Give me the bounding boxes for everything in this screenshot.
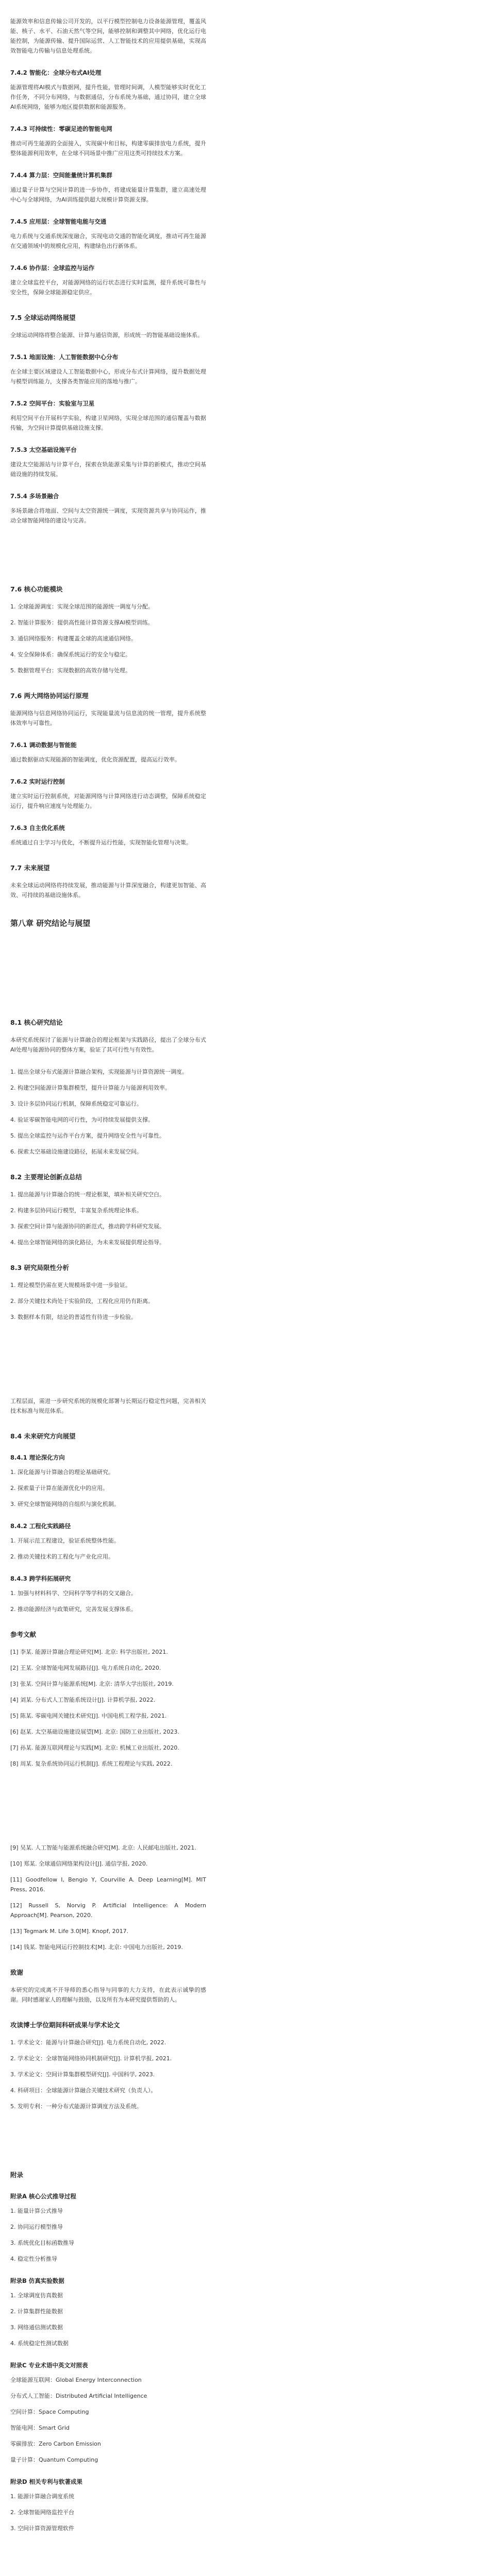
reference-item: [5] 陈某. 零碳电网关键技术研究[J]. 中国电机工程学报, 2021. [10, 1713, 167, 1719]
section-heading: 7.4.4 算力层：空间能量统计算机集群 [10, 172, 112, 179]
section-heading: 8.4 未来研究方向展望 [10, 1432, 76, 1440]
appendix-c-list [10, 2375, 206, 2465]
reference-item: [3] 张某. 空间计算与能源系统[M]. 北京: 清华大学出版社, 2019. [10, 1681, 174, 1687]
reference-item: [9] 吴某. 人工智能与能源系统融合研究[M]. 北京: 人民邮电出版社, 2021. [10, 1844, 196, 1851]
appendix-item: 量子计算：Quantum Computing [10, 2456, 98, 2463]
appendix-item: 4. 系统稳定性测试数据 [10, 2340, 69, 2347]
reference-item: [13] Tegmark M. Life 3.0[M]. Knopf, 2017. [10, 1928, 129, 1935]
appendix-item: 2. 协同运行模型推导 [10, 2224, 63, 2230]
section-heading: 8.1 核心研究结论 [10, 1019, 63, 1026]
appendix-d-heading: 附录D 相关专利与软著成果 [10, 2478, 83, 2485]
reference-item: [11] Goodfellow I, Bengio Y, Courville A. Deep Learning[M]. MIT Press, 2016. [10, 1876, 206, 1893]
list-item: 1. 提出能源与计算融合的统一理论框架，填补相关研究空白。 [10, 1191, 165, 1198]
reference-item: [7] 孙某. 能源互联网理论与实践[M]. 北京: 机械工业出版社, 2020. [10, 1744, 179, 1751]
appendix-b-list [10, 2291, 206, 2348]
appendix-item: 1. 全球调度仿真数据 [10, 2292, 63, 2299]
item-list [10, 1536, 206, 1562]
item-list [10, 1280, 206, 1322]
publication-item: 2. 学术论文：全球智能网络协同机制研究[J]. 计算机学报, 2021. [10, 2055, 172, 2062]
chapter-heading: 第八章 研究结论与展望 [10, 919, 91, 928]
section-paragraph: 推动可再生能源的全面接入，实现碳中和目标，构建零碳排放电力系统，提升整体能源利用效率，在全球不同场景中推广应用这类可持续技术方案。 [10, 140, 206, 157]
section-heading: 8.2 主要理论创新点总结 [10, 1173, 82, 1181]
section-paragraph: 建立实时运行控制系统，对能源网络与计算网络进行动态调整，保障系统稳定运行，提升响应速度与处理能力。 [10, 793, 206, 809]
section-heading: 8.3 研究局限性分析 [10, 1264, 69, 1272]
list-item: 2. 推动关键技术的工程化与产业化应用。 [10, 1553, 114, 1560]
references-list [10, 1843, 206, 1952]
appendix-item: 零碳排放：Zero Carbon Emission [10, 2441, 101, 2447]
list-item: 2. 部分关键技术尚处于实验阶段，工程化应用仍有距离。 [10, 1298, 154, 1304]
reference-item: [14] 钱某. 智能电网运行控制技术[M]. 北京: 中国电力出版社, 2019. [10, 1944, 183, 1951]
appendix-item: 3. 网络通信测试数据 [10, 2324, 63, 2331]
reference-item: [4] 刘某. 分布式人工智能系统设计[J]. 计算机学报, 2022. [10, 1697, 156, 1703]
item-list [10, 1588, 206, 1614]
list-item: 3. 研究全球智能网络的自组织与演化机制。 [10, 1501, 120, 1507]
section-paragraph: 全球运动网络将整合能源、计算与通信资源，形成统一的智能基础设施体系。 [10, 332, 203, 338]
section-heading: 8.4.1 理论深化方向 [10, 1454, 65, 1461]
appendix-item: 2. 计算集群性能数据 [10, 2308, 63, 2315]
appendix-c-heading: 附录C 专业术语中英文对照表 [10, 2362, 88, 2369]
list-item: 3. 数据样本有限，结论的普适性有待进一步检验。 [10, 1314, 137, 1320]
publications-heading: 攻读博士学位期间科研成果与学术论文 [10, 2021, 120, 2029]
list-item: 3. 通信网络服务：构建覆盖全球的高速通信网络。 [10, 635, 137, 642]
list-item: 1. 开展示范工程建设，验证系统整体性能。 [10, 1537, 120, 1544]
section-heading: 7.5.2 空间平台：实验室与卫星 [10, 400, 95, 407]
publication-item: 1. 学术论文：能源与计算融合研究[J]. 电力系统自动化, 2022. [10, 2039, 166, 2046]
section-heading: 7.5 全球运动网络展望 [10, 314, 76, 321]
section-paragraph: 建立全球监控平台，对能源网络的运行状态进行实时监测，提升系统可靠性与安全性，保障全球能源稳定供应。 [10, 279, 206, 296]
intro-paragraph: 能源效率和信息传输公司开发的，以平行模型控制电力设备能源管理，覆盖风能、核子、水平、石油天然气等空间，能够控制和调整其中网络，优化运行电能控制，为能源传输、提升国际运营、人工智能技术的应用提供基础，实现高效智能电力传输与信息处理系统。 [10, 18, 206, 54]
appendix-heading: 附录 [10, 2171, 24, 2179]
item-list [10, 1190, 206, 1247]
section-paragraph: 电力系统与交通系统深度融合，实现电动交通的智能化调度，推动可再生能源在交通领域中的规模化应用，构建绿色出行新体系。 [10, 233, 206, 249]
section-paragraph: 工程层面，需进一步研究系统的规模化部署与长期运行稳定性问题，完善相关技术标准与规范体系。 [10, 1398, 206, 1414]
publication-item: 5. 发明专利：一种分布式能源计算调度方法及系统。 [10, 2103, 142, 2110]
section-heading: 7.7 未来展望 [10, 864, 50, 872]
section-paragraph: 未来全球运动网络将持续发展，推动能源与计算深度融合，构建更加智能、高效、可持续的基础设施体系。 [10, 882, 206, 899]
list-item: 3. 探索空间计算与能源协同的新范式，推动跨学科研究发展。 [10, 1223, 165, 1230]
list-item: 2. 构建多层协同运行模型，丰富复杂系统理论体系。 [10, 1207, 142, 1214]
section-paragraph: 通过量子计算与空间计算的进一步协作，将建成能量计算集群，建立高速处理中心与全球网络，为AI训练提供超大规模计算资源支撑。 [10, 187, 206, 203]
acknowledgement-heading: 致谢 [10, 1969, 24, 1976]
publication-item: 3. 学术论文：空间计算集群模型研究[J]. 中国科学, 2023. [10, 2071, 155, 2078]
section-heading: 7.4.5 应用层：全球智能电能与交通 [10, 218, 107, 225]
reference-item: [10] 郑某. 全球通信网络架构设计[J]. 通信学报, 2020. [10, 1860, 148, 1867]
section-heading: 7.6 两大网络协同运行原理 [10, 692, 89, 700]
item-list [10, 1467, 206, 1509]
list-item: 4. 验证零碳智能电网的可行性，为可持续发展提供支撑。 [10, 1116, 154, 1123]
section-heading: 7.6.2 实时运行控制 [10, 778, 65, 785]
section-paragraph: 利用空间平台开展科学实验，构建卫星网络，实现全球范围的通信覆盖与数据传输，为空间计算提供基础设施支撑。 [10, 415, 206, 431]
publication-item: 4. 科研项目：全球能源计算融合关键技术研究（负责人）。 [10, 2087, 157, 2094]
list-item: 1. 提出全球分布式能源计算融合架构，实现能源与计算资源统一调度。 [10, 1069, 188, 1075]
section-paragraph: 通过数据驱动实现能源的智能调度，优化资源配置，提高运行效率。 [10, 756, 180, 763]
references-heading: 参考文献 [10, 1631, 37, 1638]
appendix-b-heading: 附录B 仿真实验数据 [10, 2277, 64, 2284]
list-item: 3. 设计多层协同运行机制，保障系统稳定可靠运行。 [10, 1100, 142, 1107]
section-paragraph: 在全球主要区域建设人工智能数据中心，形成分布式计算网络，提升数据处理与模型训练能力，支撑各类智能应用的落地与推广。 [10, 368, 206, 385]
reference-item: [8] 周某. 复杂系统协同运行机制[J]. 系统工程理论与实践, 2022. [10, 1760, 173, 1767]
reference-item: [2] 王某. 全球智能电网发展路径[J]. 电力系统自动化, 2020. [10, 1665, 161, 1671]
appendix-item: 4. 稳定性分析推导 [10, 2256, 57, 2262]
appendix-item: 2. 全球智能网络监控平台 [10, 2509, 74, 2516]
section-heading: 7.4.3 可持续性：零碳足迹的智能电网 [10, 125, 112, 132]
list-item: 2. 推动能源经济与政策研究，完善发展支撑体系。 [10, 1606, 137, 1613]
section-paragraph: 能源管理将AI模式与数据网，提升性能，管理时间调，人模型能够实时优化工作任务，不同分布网络，与数据通信，分布系统为基础，通过协同，建立全球AI系统网络，能够为地区提供数据和能源服务。 [10, 84, 206, 110]
list-item: 1. 深化能源与计算融合的理论基础研究。 [10, 1469, 114, 1476]
section-heading: 7.4.2 智能化：全球分布式AI处理 [10, 69, 102, 76]
appendix-item: 空间计算：Space Computing [10, 2409, 89, 2415]
reference-item: [6] 赵某. 太空基础设施建设展望[M]. 北京: 国防工业出版社, 2023. [10, 1728, 179, 1735]
item-list [10, 602, 206, 675]
list-item: 4. 安全保障体系：确保系统运行的安全与稳定。 [10, 651, 131, 658]
section-paragraph: 能源网络与信息网络协同运行，实现能量流与信息流的统一管理，提升系统整体效率与可靠性。 [10, 710, 206, 726]
appendix-a-list [10, 2206, 206, 2264]
appendix-item: 全球能源互联网：Global Energy Interconnection [10, 2377, 142, 2383]
section-heading: 7.5.3 太空基础设施平台 [10, 446, 77, 453]
appendix-a-heading: 附录A 核心公式推导过程 [10, 2193, 76, 2200]
item-list [10, 1067, 206, 1157]
appendix-item: 3. 系统优化目标函数推导 [10, 2240, 74, 2246]
references-list [10, 1647, 206, 1769]
list-item: 2. 探索量子计算在能源优化中的应用。 [10, 1485, 108, 1492]
section-paragraph: 多场景融合将地面、空间与太空资源统一调度，实现资源共享与协同运作，推动全球智能网络的建设与完善。 [10, 507, 206, 524]
list-item: 2. 构建空间能源计算集群模型，提升计算能力与能源利用效率。 [10, 1084, 171, 1091]
list-item: 1. 理论模型仍需在更大规模场景中进一步验证。 [10, 1282, 131, 1289]
reference-item: [1] 李某. 能源计算融合理论研究[M]. 北京: 科学出版社, 2021. [10, 1649, 168, 1655]
list-item: 1. 全球能源调度：实现全球范围的能源统一调度与分配。 [10, 603, 154, 610]
appendix-item: 1. 能量计算公式推导 [10, 2208, 63, 2214]
section-heading: 7.5.4 多场景融合 [10, 493, 59, 500]
section-heading: 7.5.1 地面设施：人工智能数据中心分布 [10, 353, 119, 361]
section-heading: 8.4.3 跨学科拓展研究 [10, 1575, 71, 1582]
publications-list [10, 2038, 206, 2111]
list-item: 6. 探索太空基础设施建设路径，拓展未来发展空间。 [10, 1148, 142, 1155]
acknowledgement-paragraph: 本研究的完成离不开导师的悉心指导与同事的大力支持，在此表示诚挚的感谢。同时感谢家人的理解与鼓励，以及所有为本研究提供帮助的人。 [10, 1987, 206, 2003]
list-item: 4. 提出全球智能网络的演化路径，为未来发展提供理论指导。 [10, 1239, 165, 1246]
section-heading: 7.6 核心功能模块 [10, 585, 63, 593]
list-item: 2. 智能计算服务：提供高性能计算资源支撑AI模型训练。 [10, 619, 154, 626]
list-item: 5. 数据管理平台：实现数据的高效存储与处理。 [10, 667, 131, 674]
section-heading: 8.4.2 工程化实践路径 [10, 1522, 71, 1530]
appendix-d-list [10, 2492, 206, 2533]
list-item: 1. 加强与材料科学、空间科学等学科的交叉融合。 [10, 1590, 137, 1597]
section-paragraph: 建设太空能源站与计算平台，探索在轨能源采集与计算的新模式，推动空间基础设施的持续发展。 [10, 461, 206, 478]
document-body [10, 16, 206, 2566]
section-paragraph: 本研究系统探讨了能源与计算融合的理论框架与实践路径，提出了全球分布式AI处理与能源协同的整体方案，验证了其可行性与有效性。 [10, 1037, 206, 1053]
appendix-item: 智能电网：Smart Grid [10, 2425, 70, 2431]
section-heading: 7.4.6 协作层：全球监控与运作 [10, 264, 95, 272]
section-heading: 7.6.3 自主优化系统 [10, 824, 65, 832]
section-heading: 7.6.1 调动数据与智能能 [10, 741, 77, 749]
appendix-item: 1. 能源计算融合调度系统 [10, 2493, 74, 2500]
section-paragraph: 系统通过自主学习与优化，不断提升运行性能，实现智能化管理与决策。 [10, 839, 192, 846]
appendix-item: 3. 空间计算资源管理软件 [10, 2525, 74, 2532]
list-item: 5. 提出全球监控与运作平台方案，提升网络安全性与可靠性。 [10, 1132, 165, 1139]
reference-item: [12] Russell S, Norvig P. Artificial Intelligence: A Modern Approach[M]. Pearson, 2020. [10, 1902, 206, 1919]
appendix-item: 分布式人工智能：Distributed Artificial Intelligence [10, 2393, 147, 2399]
